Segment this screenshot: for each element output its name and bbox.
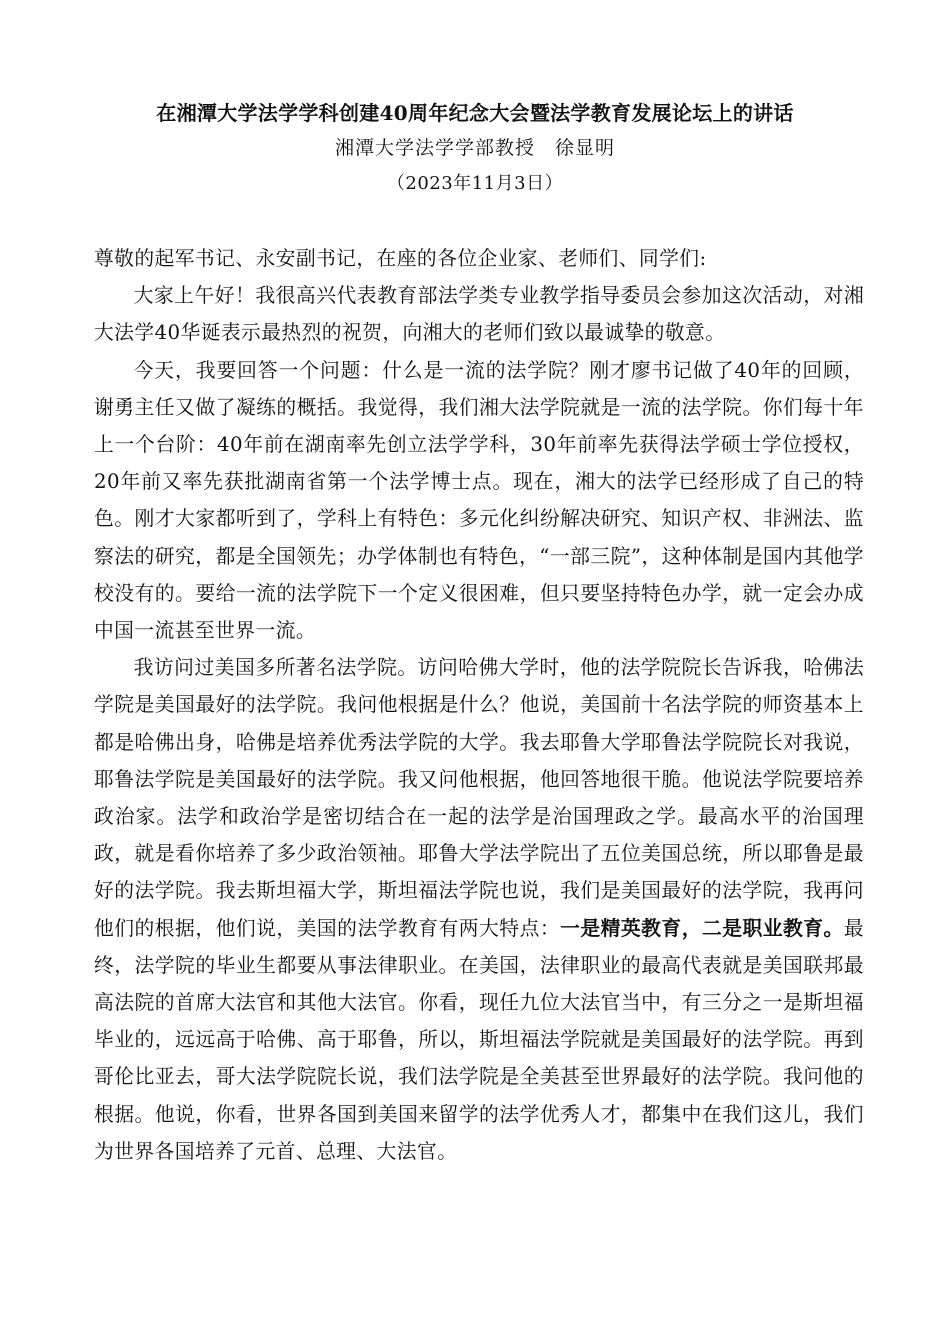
date-line: （2023年11月3日） <box>386 173 564 194</box>
document-title: 在湘潭大学法学学科创建40周年纪念大会暨法学教育发展论坛上的讲话 <box>156 101 794 125</box>
paragraph-3-emphasis: 一是精英教育，二是职业教育。 <box>560 915 844 940</box>
paragraph-1: 大家上午好！我很高兴代表教育部法学类专业教学指导委员会参加这次活动，对湘大法学40华诞表示最热烈的祝贺，向湘大的老师们致以最诚挚的敬意。 <box>94 284 864 345</box>
author-line: 湘潭大学法学学部教授 徐显明 <box>334 137 615 159</box>
paragraph-3-text-after: 最终，法学院的毕业生都要从事法律职业。在美国，法律职业的最高代表就是美国联邦最高法院的首席大法官和其他大法官。你看，现任九位大法官当中，有三分之一是斯坦福毕业的，远远高于哈佛、高于耶鲁，所以，斯坦福法学院就是美国最好的法学院。再到哥伦比亚去，哥大法学院院长说，我们法学院是全美甚至世界最好的法学院。我问他的根据。他说，你看，世界各国到美国来留学的法学优秀人才，都集中在我们这儿，我们为世界各国培养了元首、总理、大法官。 <box>94 916 865 1163</box>
salutation: 尊敬的起军书记、永安副书记，在座的各位企业家、老师们、同学们: <box>94 247 707 270</box>
speech-body <box>94 240 864 1170</box>
paragraph-2: 今天，我要回答一个问题：什么是一流的法学院？刚才廖书记做了40年的回顾，谢勇主任又做了凝练的概括。我觉得，我们湘大法学院就是一流的法学院。你们每十年上一个台阶：40年前在湖南率先创立法学学科，30年前率先获得法学硕士学位授权，20年前又率先获批湖南省第一个法学博士点。现在，湘大的法学已经形成了自己的特色。刚才大家都听到了，学科上有特色：多元化纠纷解决研究、知识产权、非洲法、监察法的研究，都是全国领先；办学体制也有特色，“一部三院”，这种体制是国内其他学校没有的。要给一流的法学院下一个定义很困难，但只要坚持特色办学，就一定会办成中国一流甚至世界一流。 <box>94 358 864 643</box>
paragraph-3-text-before: 我访问过美国多所著名法学院。访问哈佛大学时，他的法学院院长告诉我，哈佛法学院是美国最好的法学院。我问他根据是什么？他说，美国前十名法学院的师资基本上都是哈佛出身，哈佛是培养优秀法学院的大学。我去耶鲁大学耶鲁法学院院长对我说，耶鲁法学院是美国最好的法学院。我又问他根据，他回答地很干脆。他说法学院要培养政治家。法学和政治学是密切结合在一起的法学是治国理政之学。最高水平的治国理政，就是看你培养了多少政治领袖。耶鲁大学法学院出了五位美国总统，所以耶鲁是最好的法学院。我去斯坦福大学，斯坦福法学院也说，我们是美国最好的法学院，我再问他们的根据，他们说，美国的法学教育有两大特点： <box>94 656 864 940</box>
paragraph-3 <box>94 649 864 1170</box>
